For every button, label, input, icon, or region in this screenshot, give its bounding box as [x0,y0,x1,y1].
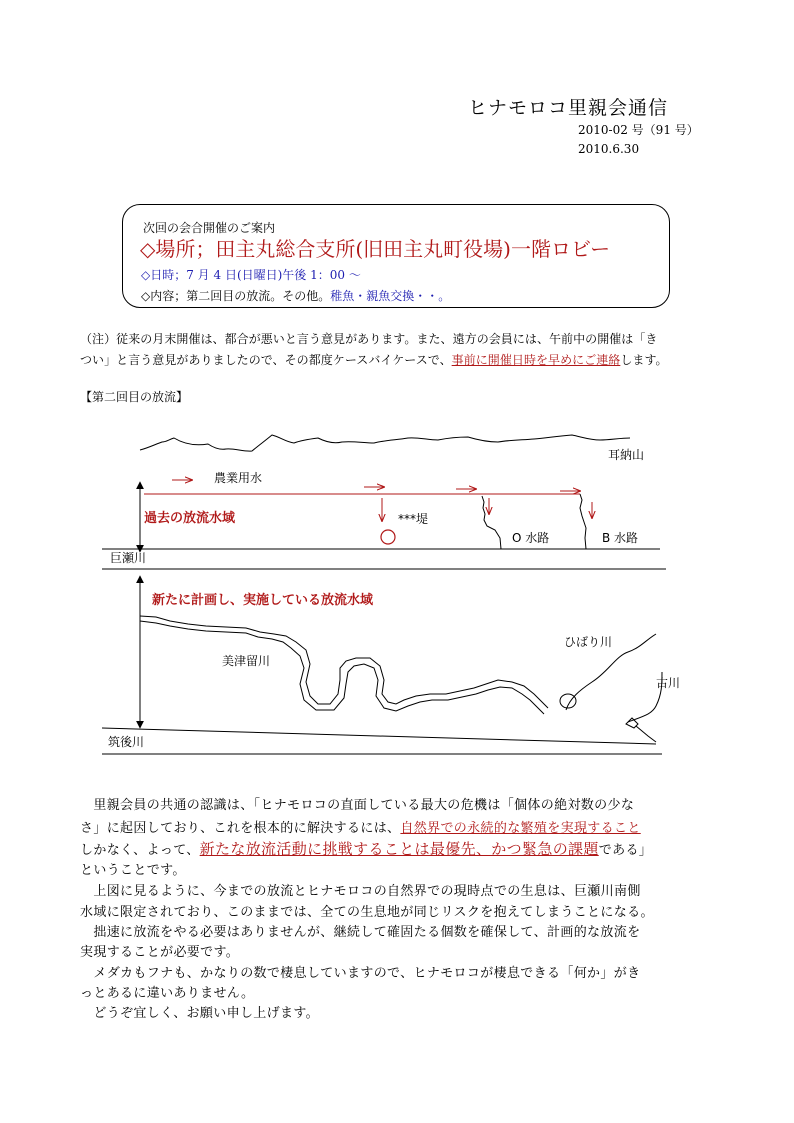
body-line: 里親会員の共通の認識は、「ヒナモロコの直面している最大の危機は「個体の絶対数の少な [80,798,635,813]
mountain-ridge [140,435,630,451]
body-text: さ」に起因しており、これを根本的に解決するには、 [80,821,401,836]
remark-line-1: （注）従来の月末開催は、都合が悪いと言う意見があります。また、遠方の会員には、午前中の開催は「き [80,332,658,346]
notice-datetime: ◇日時；7 月 4 日(日曜日)午後 1：00 ～ [141,268,361,282]
label-past-area: 過去の放流水域 [144,511,236,526]
body-line: 拙速に放流をやる必要はありませんが、継続して確固たる個数を確保して、計画的な放流を [80,925,641,940]
body-line: 水域に限定されており、このままでは、全ての生息地が同じリスクを抱えてしまうことになる。 [80,905,654,920]
weir-pond [381,530,395,544]
remark-highlight: 事前に開催日時を早めにご連絡 [451,353,621,367]
release-area-map [96,418,696,780]
newsletter-title: ヒナモロコ里親会通信 [468,97,669,119]
body-line [80,838,652,859]
label-weir: ***堤 [398,512,429,526]
label-furukawa: 古川 [656,676,681,690]
issue-date: 2010.6.30 [578,142,640,156]
section-title: 【第二回目の放流】 [80,390,189,404]
mizuru-river-south [140,621,544,714]
body-line: 上図に見るように、今までの放流とヒナモロコの自然界での現時点での生息は、巨瀬川南側 [80,884,641,899]
label-canal: 農業用水 [214,471,263,485]
body-line: 実現することが必要です。 [80,945,240,960]
body-line: っとあるに違いありません。 [80,986,255,1001]
body-highlight-large: 新たな放流活動に挑戦することは最優先、かつ緊急の課題 [199,840,599,858]
label-chikugo: 筑後川 [108,735,145,749]
body-line [80,817,641,836]
label-mizuru: 美津留川 [222,654,271,668]
o-channel [482,496,501,549]
outlet-stream [636,726,656,742]
remark-text-end: します。 [620,353,668,367]
remark-line-2 [80,351,668,368]
label-new-area: 新たに計画し、実施している放流水域 [152,593,374,608]
label-kosegawa: 巨瀬川 [110,551,147,565]
b-channel [580,494,586,549]
remark-text: つい」と言う意見がありましたので、その都度ケースバイケースで、 [80,353,452,367]
body-line: どうぞ宜しく、お願い申し上げます。 [80,1006,320,1021]
body-line: メダカもフナも、かなりの数で棲息していますので、ヒナモロコが棲息できる「何か」がき [80,966,641,981]
meeting-notice-box [122,204,670,308]
label-b-channel: B 水路 [602,531,639,545]
notice-place: ◇場所；田主丸総合支所(旧田主丸町役場)一階ロビー [140,237,611,261]
chikugo-bank-north [102,728,656,744]
body-text-end: である」 [598,843,653,858]
notice-content [141,287,450,304]
body-line: ということです。 [80,863,186,878]
notice-content-main: ◇内容；第二回目の放流。その他。 [141,289,331,303]
body-highlight: 自然界での永続的な繁殖を実現すること [400,821,641,836]
mizuru-river-north [140,616,548,708]
body-text: しかなく、よって、 [80,843,200,858]
label-hibari: ひばり川 [564,635,613,649]
issue-number: 2010-02 号（91 号） [578,123,699,137]
label-mountain: 耳納山 [608,448,645,462]
notice-content-extra: 稚魚・親魚交換・・。 [330,289,451,303]
notice-heading: 次回の会合開催のご案内 [143,221,276,235]
label-o-channel: O 水路 [512,531,550,545]
